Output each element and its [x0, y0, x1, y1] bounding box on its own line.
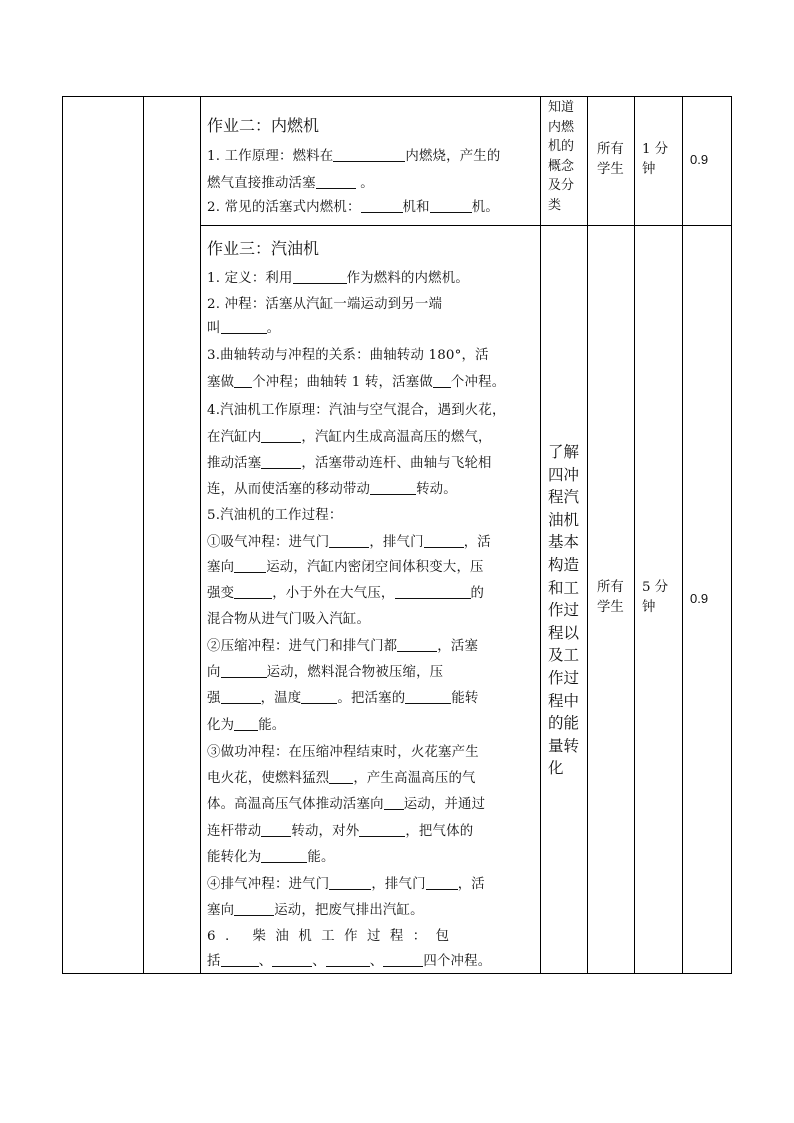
answer-blank[interactable]: [234, 373, 252, 388]
answer-blank[interactable]: [234, 901, 274, 916]
answer-blank[interactable]: [221, 689, 261, 704]
answer-blank[interactable]: [370, 480, 416, 495]
answer-blank[interactable]: [384, 795, 404, 810]
hw3-line: 6. 柴油机工作过程：包: [207, 929, 459, 944]
hw3-title: 作业三：汽油机: [207, 239, 320, 258]
answer-blank[interactable]: [329, 769, 353, 784]
answer-blank[interactable]: [397, 637, 437, 652]
hw2-goal: 知道内燃机的概念及分类: [548, 100, 575, 213]
answer-blank[interactable]: [221, 663, 267, 678]
answer-blank[interactable]: [234, 558, 266, 573]
table-border-right: [731, 96, 732, 974]
hw3-line: 体。高温高压气体推动活塞向 运动，并通过: [207, 797, 486, 812]
answer-blank[interactable]: [221, 319, 267, 334]
answer-blank[interactable]: [261, 848, 307, 863]
hw2-duration: 1 分钟: [642, 142, 669, 177]
hw3-line: 连杆带动 转动，对外 ，把气体的: [207, 824, 474, 839]
answer-blank[interactable]: [272, 952, 312, 967]
column-divider: [682, 96, 683, 974]
hw3-line: 5.汽油机的工作过程：: [207, 508, 343, 523]
answer-blank[interactable]: [433, 373, 451, 388]
hw3-line: 强变 ，小于外在大气压， 的: [207, 586, 485, 601]
answer-blank[interactable]: [326, 952, 370, 967]
answer-blank[interactable]: [234, 716, 258, 731]
answer-blank[interactable]: [329, 533, 369, 548]
hw3-goal: 了解四冲程汽油机基本构造和工作过程以及工作过程中的能量转化: [548, 443, 580, 778]
answer-blank[interactable]: [430, 198, 472, 213]
answer-blank[interactable]: [261, 454, 301, 469]
answer-blank[interactable]: [261, 428, 301, 443]
hw3-line: 括 、 、 、 四个冲程。: [207, 954, 492, 969]
hw3-line: 塞做 个冲程；曲轴转 1 转，活塞做 个冲程。: [207, 375, 506, 390]
hw3-line: 电火花，使燃料猛烈 ，产生高温高压的气: [207, 771, 476, 786]
answer-blank[interactable]: [359, 822, 405, 837]
hw3-score: 0.9: [690, 591, 709, 606]
hw3-line: 混合物从进气门吸入汽缸。: [207, 612, 371, 627]
answer-blank[interactable]: [316, 174, 356, 189]
hw3-line: 连，从而使活塞的移动带动 转动。: [207, 482, 457, 497]
answer-blank[interactable]: [333, 147, 405, 162]
column-divider: [143, 96, 144, 974]
column-divider: [587, 96, 588, 974]
hw3-line: 1. 定义：利用 作为燃料的内燃机。: [207, 271, 469, 286]
hw3-line: 叫 。: [207, 321, 281, 336]
hw3-line: 推动活塞 ，活塞带动连杆、曲轴与飞轮相: [207, 456, 492, 471]
hw2-title: 作业二：内燃机: [207, 116, 320, 135]
hw3-line: ④排气冲程：进气门 ，排气门 ，活: [207, 877, 485, 892]
hw3-line: ②压缩冲程：进气门和排气门都 ，活塞: [207, 639, 479, 654]
column-divider: [200, 96, 201, 974]
hw3-line: ①吸气冲程：进气门 ，排气门 ，活: [207, 535, 491, 550]
answer-blank[interactable]: [329, 875, 371, 890]
answer-blank[interactable]: [293, 269, 347, 284]
hw3-line: ③做功冲程：在压缩冲程结束时，火花塞产生: [207, 745, 479, 760]
hw3-line: 塞向 运动，汽缸内密闭空间体积变大，压: [207, 560, 484, 575]
hw3-line: 向 运动，燃料混合物被压缩，压: [207, 665, 444, 680]
column-divider: [540, 96, 541, 974]
hw2-students: 所有学生: [597, 142, 624, 177]
hw3-line: 3.曲轴转动与冲程的关系：曲轴转动 180°，活: [207, 348, 489, 363]
answer-blank[interactable]: [405, 689, 451, 704]
answer-blank[interactable]: [426, 875, 458, 890]
table-border-left: [62, 96, 63, 974]
hw2-line: 1. 工作原理：燃料在 内燃烧，产生的: [207, 149, 501, 164]
answer-blank[interactable]: [395, 584, 471, 599]
hw2-line: 燃气直接推动活塞 。: [207, 176, 374, 191]
hw2-score: 0.9: [690, 152, 709, 167]
answer-blank[interactable]: [261, 822, 291, 837]
row-divider: [200, 225, 732, 226]
hw2-line: 2. 常见的活塞式内燃机： 机和 机。: [207, 200, 499, 215]
answer-blank[interactable]: [383, 952, 423, 967]
hw3-line: 塞向 运动，把废气排出汽缸。: [207, 903, 424, 918]
hw3-line: 2. 冲程：活塞从汽缸一端运动到另一端: [207, 297, 443, 312]
answer-blank[interactable]: [361, 198, 403, 213]
answer-blank[interactable]: [424, 533, 464, 548]
column-divider: [634, 96, 635, 974]
answer-blank[interactable]: [221, 952, 259, 967]
hw3-line: 在汽缸内 ，汽缸内生成高温高压的燃气，: [207, 430, 492, 445]
hw3-line: 能转化为 能。: [207, 850, 335, 865]
hw3-duration: 5 分钟: [642, 580, 669, 615]
table-border-top: [62, 96, 732, 97]
hw3-line: 强 ，温度 。把活塞的 能转: [207, 691, 479, 706]
hw3-line: 4.汽油机工作原理：汽油与空气混合，遇到火花，: [207, 403, 506, 418]
hw3-students: 所有学生: [597, 580, 624, 615]
answer-blank[interactable]: [301, 689, 337, 704]
hw3-line: 化为 能。: [207, 718, 286, 733]
table-border-bottom: [62, 973, 732, 974]
answer-blank[interactable]: [234, 584, 272, 599]
